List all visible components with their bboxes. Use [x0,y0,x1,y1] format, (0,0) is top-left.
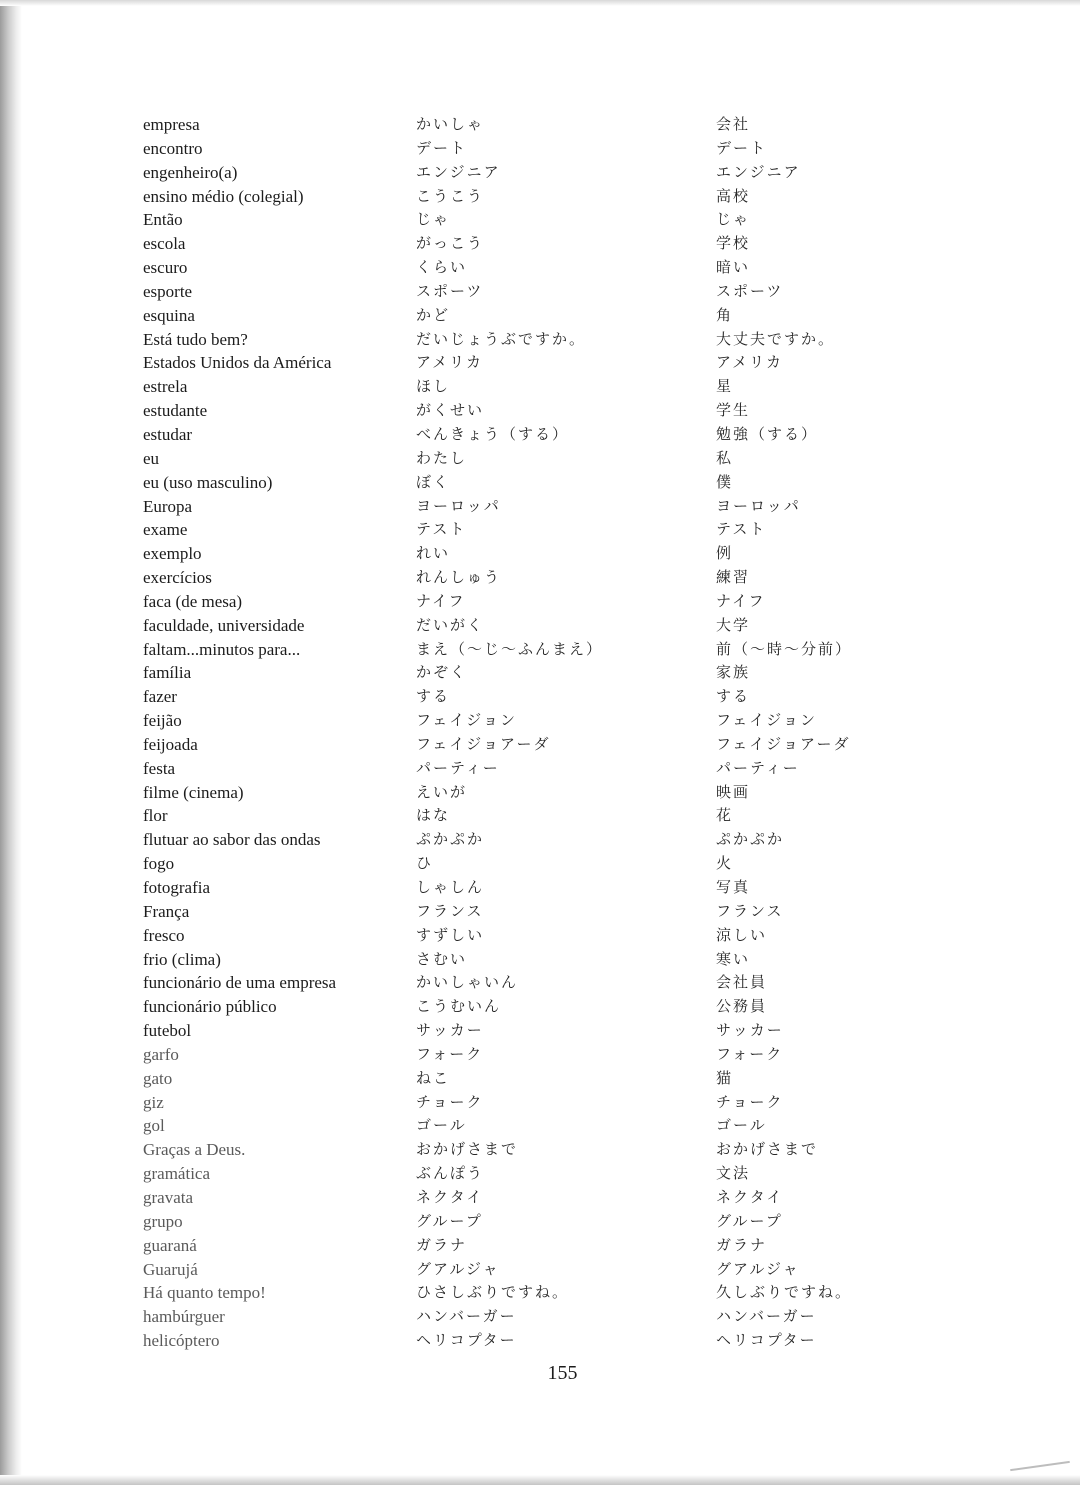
glossary-entry [143,1091,1023,1115]
japanese-kanji: フェイジョアーダ [716,734,851,753]
glossary-entry [143,1210,1023,1234]
glossary-entry [143,661,1023,685]
japanese-kana: フェイジョン [416,711,517,730]
japanese-kanji: 星 [716,377,734,396]
japanese-kanji: 大学 [716,615,751,634]
portuguese-term: garfo [143,1044,179,1064]
portuguese-term: flutuar ao sabor das ondas [143,830,321,850]
portuguese-term: festa [143,758,176,778]
japanese-kanji: 花 [716,806,734,825]
japanese-kanji: 練習 [716,568,751,587]
japanese-kana: べんきょう（する） [416,424,570,443]
japanese-kanji: ガラナ [716,1235,768,1254]
glossary-entry [143,1043,1023,1067]
glossary-entry [143,971,1023,995]
glossary-entry [143,280,1023,304]
portuguese-term: estrela [143,377,188,397]
portuguese-term: Graças a Deus. [143,1140,246,1160]
portuguese-term: feijão [143,711,182,731]
portuguese-term: gato [143,1068,173,1088]
japanese-kana: がっこう [416,234,485,253]
japanese-kanji: ゴール [716,1116,767,1135]
japanese-kanji: 公務員 [716,997,768,1016]
japanese-kanji: 暗い [716,258,751,277]
japanese-kana: ガラナ [416,1235,468,1254]
portuguese-term: empresa [143,115,200,134]
glossary-entry [143,328,1023,352]
japanese-kana: こうむいん [416,997,502,1016]
glossary-entry [143,1067,1023,1091]
glossary-entry [143,1234,1023,1258]
japanese-kana: グループ [416,1211,483,1230]
japanese-kanji: エンジニア [716,162,801,181]
japanese-kanji: サッカー [716,1021,784,1040]
japanese-kanji: デート [716,138,768,157]
japanese-kana: テスト [416,520,467,539]
japanese-kana: おかげさまで [416,1140,519,1159]
glossary-entry [143,1281,1023,1305]
glossary-entry [143,518,1023,542]
portuguese-term: estudar [143,424,193,444]
japanese-kanji: 例 [716,544,734,563]
japanese-kanji: 火 [716,854,734,873]
portuguese-term: faca (de mesa) [143,591,243,611]
japanese-kana: フェイジョアーダ [416,734,551,753]
portuguese-term: flor [143,806,168,826]
japanese-kanji: 前（～時～分前） [716,639,853,658]
japanese-kanji: する [716,687,751,706]
portuguese-term: faltam...minutos para... [143,639,301,659]
portuguese-term: eu [143,448,160,468]
glossary-list [143,113,1023,1353]
japanese-kana: する [416,687,451,706]
japanese-kana: ゴール [416,1116,467,1135]
glossary-entry [143,351,1023,375]
portuguese-term: funcionário de uma empresa [143,973,337,993]
japanese-kanji: 僕 [716,472,734,491]
portuguese-term: Então [143,210,183,230]
japanese-kana: くらい [416,258,468,277]
japanese-kana: フォーク [416,1044,484,1063]
japanese-kanji: 大丈夫ですか。 [716,329,836,348]
japanese-kanji: 高校 [716,186,751,205]
japanese-kanji: 涼しい [716,925,768,944]
japanese-kana: はな [416,806,451,825]
japanese-kana: エンジニア [416,162,501,181]
glossary-entry [143,948,1023,972]
glossary-entry [143,185,1023,209]
glossary-entry [143,757,1023,781]
japanese-kana: ネクタイ [416,1187,484,1206]
portuguese-term: gravata [143,1187,194,1207]
japanese-kanji: スポーツ [716,281,784,300]
japanese-kana: ぼく [416,472,451,491]
japanese-kanji: 勉強（する） [716,424,819,443]
glossary-entry [143,542,1023,566]
japanese-kana: かいしゃ [416,115,485,133]
japanese-kanji: ヘリコプター [716,1331,817,1350]
portuguese-term: Está tudo bem? [143,329,248,349]
portuguese-term: feijoada [143,734,198,754]
japanese-kana: ひさしぶりですね。 [416,1283,570,1302]
glossary-entry [143,208,1023,232]
japanese-kana: しゃしん [416,878,485,896]
portuguese-term: escola [143,234,186,254]
japanese-kana: サッカー [416,1021,484,1040]
japanese-kana: かいしゃいん [416,973,519,992]
japanese-kana: パーティー [416,758,500,777]
portuguese-term: fazer [143,687,177,707]
japanese-kanji: ネクタイ [716,1187,784,1206]
japanese-kana: ぷかぷか [416,830,485,849]
portuguese-term: eu (uso masculino) [143,472,273,492]
japanese-kanji: パーティー [716,758,800,777]
portuguese-term: engenheiro(a) [143,162,238,182]
japanese-kana: えいが [416,782,468,801]
japanese-kanji: チョーク [716,1092,784,1111]
portuguese-term: Há quanto tempo! [143,1283,266,1303]
japanese-kanji: 学生 [716,401,751,420]
glossary-entry [143,638,1023,662]
glossary-entry [143,375,1023,399]
glossary-entry [143,828,1023,852]
glossary-entry [143,995,1023,1019]
portuguese-term: família [143,663,192,683]
portuguese-term: fresco [143,925,185,945]
japanese-kana: かぞく [416,663,468,682]
japanese-kana: ひ [416,854,434,873]
glossary-entry [143,256,1023,280]
japanese-kana: アメリカ [416,353,483,372]
glossary-entry [143,781,1023,805]
portuguese-term: grupo [143,1211,183,1231]
japanese-kana: フランス [416,901,484,920]
japanese-kana: さむい [416,949,468,968]
portuguese-term: funcionário público [143,997,277,1017]
glossary-entry [143,113,1023,137]
portuguese-term: Estados Unidos da América [143,353,332,373]
portuguese-term: Europa [143,496,193,516]
japanese-kana: だいがく [416,615,485,634]
portuguese-term: faculdade, universidade [143,615,305,635]
japanese-kana: すずしい [416,925,485,944]
scan-mark [1010,1461,1070,1471]
japanese-kana: ヨーロッパ [416,496,501,515]
glossary-entry [143,852,1023,876]
page-number: 155 [547,1362,578,1384]
glossary-entry [143,1138,1023,1162]
page-left-shadow [0,0,22,1485]
japanese-kanji: フォーク [716,1044,784,1063]
glossary-entry [143,1305,1023,1329]
japanese-kanji: 角 [716,305,734,324]
glossary-entry [143,566,1023,590]
page-bottom-edge [0,1475,1080,1485]
portuguese-term: futebol [143,1021,192,1041]
glossary-entry [143,1258,1023,1282]
glossary-entry [143,137,1023,161]
portuguese-term: gramática [143,1164,211,1184]
portuguese-term: esporte [143,281,193,301]
glossary-entry [143,304,1023,328]
glossary-entry [143,1114,1023,1138]
portuguese-term: exame [143,520,188,540]
japanese-kana: ぶんぽう [416,1164,485,1183]
glossary-entry [143,1186,1023,1210]
japanese-kanji: 久しぶりですね。 [716,1283,853,1302]
japanese-kana: わたし [416,448,468,467]
glossary-entry [143,900,1023,924]
glossary-entry [143,709,1023,733]
portuguese-term: estudante [143,401,208,421]
japanese-kana: じゃ [416,210,451,229]
japanese-kana: チョーク [416,1092,484,1111]
japanese-kana: スポーツ [416,281,484,300]
glossary-entry [143,161,1023,185]
japanese-kanji: アメリカ [716,353,783,372]
glossary-entry [143,733,1023,757]
japanese-kanji: 映画 [716,782,751,801]
portuguese-term: fotografia [143,878,211,897]
portuguese-term: gol [143,1116,165,1136]
japanese-kana: だいじょうぶですか。 [416,329,587,348]
portuguese-term: giz [143,1092,164,1112]
portuguese-term: escuro [143,258,188,278]
japanese-kanji: グアルジャ [716,1259,800,1278]
glossary-entry [143,232,1023,256]
japanese-kana: ほし [416,377,451,396]
portuguese-term: ensino médio (colegial) [143,186,304,206]
glossary-entry [143,924,1023,948]
glossary-entry [143,1329,1023,1353]
japanese-kanji: 文法 [716,1164,751,1183]
japanese-kanji: 写真 [716,878,751,896]
japanese-kanji: ぷかぷか [716,830,785,849]
japanese-kanji: ヨーロッパ [716,496,801,515]
japanese-kana: ハンバーガー [416,1307,517,1326]
glossary-entry [143,495,1023,519]
portuguese-term: França [143,901,190,921]
portuguese-term: helicóptero [143,1331,220,1351]
japanese-kanji: 会社員 [716,973,768,992]
japanese-kanji: ナイフ [716,591,766,610]
japanese-kanji: 猫 [716,1068,734,1087]
glossary-entry [143,447,1023,471]
japanese-kana: こうこう [416,186,485,205]
portuguese-term: encontro [143,138,203,158]
glossary-entry [143,423,1023,447]
japanese-kanji: テスト [716,520,767,539]
japanese-kanji: グループ [716,1211,783,1230]
japanese-kanji: ハンバーガー [716,1307,817,1326]
portuguese-term: exercícios [143,568,212,588]
japanese-kana: ねこ [416,1068,451,1087]
glossary-entry [143,876,1023,900]
japanese-kana: ヘリコプター [416,1331,517,1350]
portuguese-term: hambúrguer [143,1307,225,1327]
japanese-kana: ナイフ [416,591,466,610]
glossary-entry [143,685,1023,709]
page-top-edge [0,0,1080,6]
glossary-entry [143,614,1023,638]
japanese-kanji: 家族 [716,663,751,682]
glossary-entry [143,1162,1023,1186]
portuguese-term: esquina [143,305,195,325]
japanese-kana: まえ（～じ～ふんまえ） [416,639,604,658]
glossary-entry [143,399,1023,423]
glossary-entry [143,1019,1023,1043]
glossary-entry [143,590,1023,614]
japanese-kana: かど [416,305,451,324]
japanese-kana: れい [416,544,451,563]
portuguese-term: filme (cinema) [143,782,244,802]
japanese-kana: れんしゅう [416,568,502,587]
glossary-entry [143,471,1023,495]
portuguese-term: fogo [143,854,175,874]
japanese-kanji: おかげさまで [716,1140,819,1159]
glossary-entry [143,804,1023,828]
japanese-kana: デート [416,138,468,157]
japanese-kanji: 学校 [716,234,751,253]
japanese-kana: グアルジャ [416,1259,500,1278]
japanese-kanji: フランス [716,901,784,920]
japanese-kana: がくせい [416,401,485,420]
japanese-kanji: フェイジョン [716,711,817,730]
japanese-kanji: 私 [716,448,734,467]
portuguese-term: frio (clima) [143,949,221,969]
portuguese-term: exemplo [143,544,202,564]
portuguese-term: guaraná [143,1235,197,1255]
portuguese-term: Guarujá [143,1259,198,1279]
japanese-kanji: 会社 [716,115,751,133]
japanese-kanji: じゃ [716,210,751,229]
japanese-kanji: 寒い [716,949,751,968]
